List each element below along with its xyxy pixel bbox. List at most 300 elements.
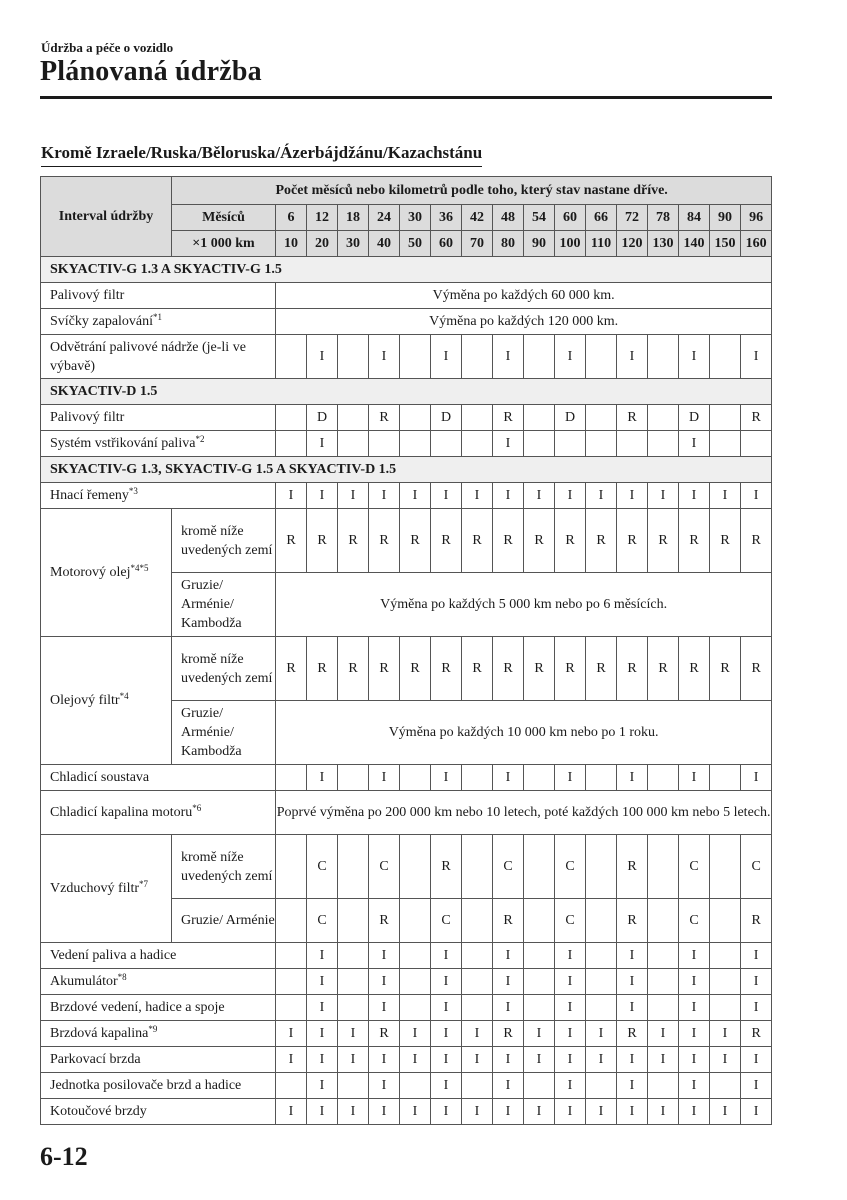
table-row-label (41, 791, 276, 835)
month-value: 36 (431, 205, 462, 231)
schedule-cell: C (679, 899, 710, 943)
schedule-cell (276, 1073, 307, 1099)
km-value: 100 (555, 231, 586, 257)
schedule-cell: R (493, 405, 524, 431)
month-value: 66 (586, 205, 617, 231)
schedule-cell: R (431, 509, 462, 573)
schedule-cell: I (307, 995, 338, 1021)
schedule-cell: I (679, 1021, 710, 1047)
schedule-cell: I (369, 483, 400, 509)
schedule-cell: I (648, 1047, 679, 1073)
schedule-cell (524, 943, 555, 969)
schedule-cell (710, 431, 741, 457)
schedule-cell: I (555, 1021, 586, 1047)
schedule-cell: R (617, 899, 648, 943)
schedule-cell (648, 405, 679, 431)
schedule-cell: I (431, 1073, 462, 1099)
schedule-cell: R (617, 835, 648, 899)
schedule-cell (338, 943, 369, 969)
schedule-cell (431, 431, 462, 457)
schedule-cell (400, 899, 431, 943)
group-header: SKYACTIV-G 1.3 A SKYACTIV-G 1.5 (41, 257, 772, 283)
schedule-cell: I (369, 765, 400, 791)
schedule-cell: I (369, 1047, 400, 1073)
schedule-cell (648, 995, 679, 1021)
row-label: Olejový filtr (50, 693, 120, 708)
schedule-cell: R (369, 1021, 400, 1047)
schedule-cell (586, 969, 617, 995)
row-label: Palivový filtr (50, 288, 125, 303)
footnote-ref: *1 (153, 312, 163, 322)
schedule-cell (462, 943, 493, 969)
schedule-cell (369, 431, 400, 457)
schedule-cell: I (338, 1099, 369, 1125)
table-row-label (41, 405, 276, 431)
schedule-cell (276, 899, 307, 943)
schedule-cell (462, 835, 493, 899)
schedule-cell: I (493, 431, 524, 457)
km-value: 120 (617, 231, 648, 257)
schedule-cell: I (679, 335, 710, 379)
schedule-cell: R (524, 637, 555, 701)
interval-description: Poprvé výměna po 200 000 km nebo 10 letech, poté každých 100 000 km nebo 5 letech. (276, 791, 772, 835)
schedule-cell (586, 431, 617, 457)
schedule-cell: I (493, 1047, 524, 1073)
schedule-cell (648, 335, 679, 379)
schedule-cell: I (555, 765, 586, 791)
schedule-cell: R (493, 509, 524, 573)
schedule-cell: I (648, 483, 679, 509)
schedule-cell (276, 969, 307, 995)
row-label: Jednotka posilovače brzd a hadice (50, 1078, 242, 1093)
schedule-cell (400, 995, 431, 1021)
row-label: Odvětrání palivové nádrže (je-li ve výbavě) (50, 339, 246, 374)
schedule-cell: R (369, 509, 400, 573)
schedule-cell: I (307, 765, 338, 791)
sub-row-label: Gruzie/ Arménie/ Kambodža (172, 573, 276, 637)
row-label: Hnací řemeny (50, 488, 129, 503)
schedule-cell (462, 405, 493, 431)
month-value: 72 (617, 205, 648, 231)
schedule-cell: I (741, 969, 772, 995)
schedule-cell: R (400, 637, 431, 701)
schedule-cell: I (555, 969, 586, 995)
schedule-cell: I (400, 1099, 431, 1125)
schedule-cell: I (710, 483, 741, 509)
month-value: 54 (524, 205, 555, 231)
schedule-cell: I (307, 335, 338, 379)
schedule-cell: I (493, 995, 524, 1021)
month-value: 78 (648, 205, 679, 231)
schedule-cell: I (586, 1047, 617, 1073)
schedule-cell (524, 899, 555, 943)
schedule-cell: I (741, 335, 772, 379)
footnote-ref: *9 (148, 1024, 158, 1034)
table-row-label (41, 637, 172, 765)
footnote-ref: *8 (117, 972, 127, 982)
schedule-cell (586, 943, 617, 969)
row-label: Vedení paliva a hadice (50, 948, 177, 963)
schedule-cell (400, 405, 431, 431)
schedule-cell: R (741, 899, 772, 943)
schedule-cell (648, 969, 679, 995)
schedule-cell: C (555, 899, 586, 943)
km-value: 30 (338, 231, 369, 257)
schedule-cell (338, 431, 369, 457)
schedule-cell: I (431, 765, 462, 791)
schedule-cell: C (307, 899, 338, 943)
schedule-cell: C (555, 835, 586, 899)
schedule-cell: I (462, 1047, 493, 1073)
schedule-cell: I (741, 995, 772, 1021)
schedule-cell: I (307, 943, 338, 969)
schedule-cell (462, 431, 493, 457)
schedule-cell: I (431, 483, 462, 509)
group-header: SKYACTIV-D 1.5 (41, 379, 772, 405)
schedule-cell (276, 335, 307, 379)
schedule-cell: R (617, 405, 648, 431)
schedule-cell (555, 431, 586, 457)
footnote-ref: *4*5 (130, 563, 149, 573)
table-row-label (41, 943, 276, 969)
schedule-cell: I (679, 995, 710, 1021)
schedule-cell: I (493, 765, 524, 791)
schedule-cell: I (493, 969, 524, 995)
schedule-cell (276, 431, 307, 457)
schedule-cell: I (307, 1021, 338, 1047)
schedule-cell (617, 431, 648, 457)
schedule-cell: I (617, 1073, 648, 1099)
schedule-cell (648, 1073, 679, 1099)
month-value: 18 (338, 205, 369, 231)
schedule-cell: I (431, 1099, 462, 1125)
month-value: 96 (741, 205, 772, 231)
km-value: 90 (524, 231, 555, 257)
km-value: 130 (648, 231, 679, 257)
schedule-cell (338, 899, 369, 943)
schedule-cell: I (369, 1099, 400, 1125)
sub-row-label: kromě níže uvedených zemí (172, 637, 276, 701)
schedule-cell: I (493, 1099, 524, 1125)
interval-description: Výměna po každých 10 000 km nebo po 1 roku. (276, 701, 772, 765)
schedule-cell: I (648, 1021, 679, 1047)
schedule-cell: C (493, 835, 524, 899)
schedule-cell (338, 335, 369, 379)
schedule-cell: R (338, 509, 369, 573)
km-value: 70 (462, 231, 493, 257)
schedule-cell: D (679, 405, 710, 431)
schedule-cell (276, 995, 307, 1021)
row-label: Parkovací brzda (50, 1052, 141, 1067)
schedule-cell: I (431, 1021, 462, 1047)
footnote-ref: *7 (139, 879, 149, 889)
interval-description: Výměna po každých 5 000 km nebo po 6 měsících. (276, 573, 772, 637)
sub-row-label: kromě níže uvedených zemí (172, 509, 276, 573)
row-label: Svíčky zapalování (50, 314, 154, 329)
schedule-cell: I (276, 1047, 307, 1073)
table-row-label (41, 509, 172, 637)
row-label: Brzdové vedení, hadice a spoje (50, 1000, 225, 1015)
schedule-cell: I (555, 335, 586, 379)
schedule-cell (462, 995, 493, 1021)
row-label: Akumulátor (50, 974, 118, 989)
table-row-label (41, 483, 276, 509)
schedule-cell: I (617, 943, 648, 969)
km-value: 80 (493, 231, 524, 257)
schedule-cell: R (555, 509, 586, 573)
schedule-cell: C (431, 899, 462, 943)
schedule-cell: C (679, 835, 710, 899)
schedule-cell: I (276, 1021, 307, 1047)
table-row-label (41, 1099, 276, 1125)
schedule-cell: I (400, 1047, 431, 1073)
schedule-cell: C (741, 835, 772, 899)
schedule-cell: R (741, 1021, 772, 1047)
schedule-cell (338, 995, 369, 1021)
km-value: 40 (369, 231, 400, 257)
row-label: Motorový olej (50, 565, 131, 580)
schedule-cell: I (555, 943, 586, 969)
table-row-label (41, 431, 276, 457)
schedule-cell: I (555, 1047, 586, 1073)
schedule-cell: I (431, 335, 462, 379)
table-row-label (41, 309, 276, 335)
schedule-cell (586, 835, 617, 899)
km-value: 10 (276, 231, 307, 257)
km-value: 110 (586, 231, 617, 257)
schedule-cell: I (369, 943, 400, 969)
schedule-cell: I (679, 431, 710, 457)
schedule-cell (710, 943, 741, 969)
schedule-cell: R (555, 637, 586, 701)
schedule-cell: I (710, 1021, 741, 1047)
month-value: 24 (369, 205, 400, 231)
footnote-ref: *6 (192, 803, 202, 813)
schedule-cell (400, 943, 431, 969)
schedule-cell: R (617, 1021, 648, 1047)
months-label: Měsíců (172, 205, 276, 231)
table-row-label (41, 335, 276, 379)
schedule-cell: I (617, 969, 648, 995)
schedule-cell: R (307, 637, 338, 701)
schedule-cell (524, 335, 555, 379)
schedule-cell: R (307, 509, 338, 573)
sub-row-label: Gruzie/ Arménie (172, 899, 276, 943)
schedule-cell: R (524, 509, 555, 573)
schedule-cell: R (648, 637, 679, 701)
schedule-cell: I (462, 1021, 493, 1047)
schedule-cell: I (307, 969, 338, 995)
schedule-cell: I (586, 1099, 617, 1125)
schedule-cell (400, 969, 431, 995)
schedule-cell (710, 335, 741, 379)
section-title: Kromě Izraele/Ruska/Běloruska/Ázerbájdžánu/Kazachstánu (41, 142, 482, 167)
footnote-ref: *4 (119, 691, 129, 701)
schedule-cell (338, 765, 369, 791)
schedule-cell (586, 405, 617, 431)
schedule-cell (710, 995, 741, 1021)
row-label: Chladicí kapalina motoru (50, 805, 193, 820)
schedule-cell: I (679, 1099, 710, 1125)
schedule-cell: R (338, 637, 369, 701)
schedule-cell: I (679, 483, 710, 509)
schedule-cell: I (493, 483, 524, 509)
km-value: 60 (431, 231, 462, 257)
schedule-cell: I (741, 1099, 772, 1125)
schedule-cell: I (431, 995, 462, 1021)
schedule-cell: R (493, 899, 524, 943)
schedule-cell: I (338, 483, 369, 509)
schedule-cell (586, 995, 617, 1021)
title-divider (40, 96, 772, 99)
schedule-cell (276, 835, 307, 899)
schedule-cell: I (369, 995, 400, 1021)
schedule-cell: I (307, 483, 338, 509)
schedule-cell: R (369, 899, 400, 943)
schedule-cell: I (679, 1073, 710, 1099)
km-value: 150 (710, 231, 741, 257)
schedule-cell: R (741, 637, 772, 701)
schedule-cell: I (555, 1073, 586, 1099)
schedule-cell (400, 431, 431, 457)
schedule-cell (586, 335, 617, 379)
interval-header: Interval údržby (41, 177, 172, 257)
schedule-cell: I (555, 1099, 586, 1125)
schedule-cell (524, 405, 555, 431)
row-label: Systém vstřikování paliva (50, 436, 196, 451)
table-row-label (41, 1047, 276, 1073)
schedule-cell: I (555, 995, 586, 1021)
schedule-cell (648, 765, 679, 791)
schedule-cell: R (679, 509, 710, 573)
km-value: 140 (679, 231, 710, 257)
schedule-cell: I (524, 1047, 555, 1073)
schedule-cell: I (369, 335, 400, 379)
schedule-cell: R (617, 509, 648, 573)
schedule-cell: R (276, 509, 307, 573)
schedule-cell: I (617, 995, 648, 1021)
schedule-cell: I (338, 1021, 369, 1047)
schedule-cell: I (679, 943, 710, 969)
schedule-cell: D (307, 405, 338, 431)
schedule-cell (586, 1073, 617, 1099)
schedule-cell (276, 405, 307, 431)
row-label: Palivový filtr (50, 410, 125, 425)
schedule-cell (462, 765, 493, 791)
footnote-ref: *2 (195, 434, 205, 444)
schedule-cell: I (307, 431, 338, 457)
schedule-cell (276, 765, 307, 791)
schedule-cell: I (617, 483, 648, 509)
schedule-cell: I (617, 1099, 648, 1125)
schedule-cell: I (462, 1099, 493, 1125)
schedule-cell (710, 969, 741, 995)
month-value: 42 (462, 205, 493, 231)
km-value: 50 (400, 231, 431, 257)
schedule-cell (462, 899, 493, 943)
month-value: 84 (679, 205, 710, 231)
schedule-cell: I (307, 1073, 338, 1099)
km-value: 160 (741, 231, 772, 257)
schedule-cell: R (431, 637, 462, 701)
table-row-label (41, 835, 172, 943)
schedule-cell: D (555, 405, 586, 431)
page-number: 6-12 (40, 1142, 88, 1171)
footnote-ref: *3 (128, 486, 138, 496)
schedule-cell: I (400, 483, 431, 509)
month-value: 90 (710, 205, 741, 231)
schedule-cell (338, 969, 369, 995)
schedule-cell: R (400, 509, 431, 573)
table-row-label (41, 765, 276, 791)
interval-description: Výměna po každých 60 000 km. (276, 283, 772, 309)
schedule-cell (710, 835, 741, 899)
schedule-cell: I (431, 943, 462, 969)
month-value: 6 (276, 205, 307, 231)
schedule-cell: I (276, 483, 307, 509)
schedule-cell: I (586, 483, 617, 509)
schedule-cell: I (431, 969, 462, 995)
schedule-cell: I (679, 1047, 710, 1073)
schedule-cell: R (586, 509, 617, 573)
schedule-cell: I (307, 1047, 338, 1073)
schedule-cell: R (710, 637, 741, 701)
schedule-cell (400, 835, 431, 899)
schedule-cell: I (400, 1021, 431, 1047)
schedule-cell: R (710, 509, 741, 573)
sub-row-label: Gruzie/ Arménie/ Kambodža (172, 701, 276, 765)
schedule-cell (586, 765, 617, 791)
schedule-cell: I (493, 1073, 524, 1099)
schedule-cell: I (617, 335, 648, 379)
schedule-cell (741, 431, 772, 457)
schedule-cell: I (307, 1099, 338, 1125)
schedule-cell: C (369, 835, 400, 899)
schedule-cell: I (648, 1099, 679, 1125)
table-row-label (41, 1073, 276, 1099)
schedule-cell: R (493, 637, 524, 701)
month-value: 12 (307, 205, 338, 231)
schedule-cell: I (617, 765, 648, 791)
schedule-cell: C (307, 835, 338, 899)
schedule-cell (400, 1073, 431, 1099)
table-row-label (41, 283, 276, 309)
schedule-cell (338, 405, 369, 431)
schedule-cell (524, 969, 555, 995)
schedule-cell: I (431, 1047, 462, 1073)
schedule-cell (462, 1073, 493, 1099)
group-header: SKYACTIV-G 1.3, SKYACTIV-G 1.5 A SKYACTIV-D 1.5 (41, 457, 772, 483)
schedule-cell (462, 335, 493, 379)
schedule-cell: I (679, 765, 710, 791)
schedule-cell: I (741, 765, 772, 791)
km-label: ×1 000 km (172, 231, 276, 257)
schedule-cell: R (741, 405, 772, 431)
schedule-cell: I (338, 1047, 369, 1073)
schedule-cell: R (462, 509, 493, 573)
row-label: Chladicí soustava (50, 770, 150, 785)
row-label: Brzdová kapalina (50, 1026, 149, 1041)
month-value: 48 (493, 205, 524, 231)
schedule-cell: I (555, 483, 586, 509)
schedule-cell: I (369, 1073, 400, 1099)
schedule-cell (648, 835, 679, 899)
schedule-cell: R (617, 637, 648, 701)
page-title: Plánovaná údržba (40, 56, 262, 87)
schedule-cell: R (741, 509, 772, 573)
schedule-cell (400, 765, 431, 791)
schedule-cell (710, 1073, 741, 1099)
